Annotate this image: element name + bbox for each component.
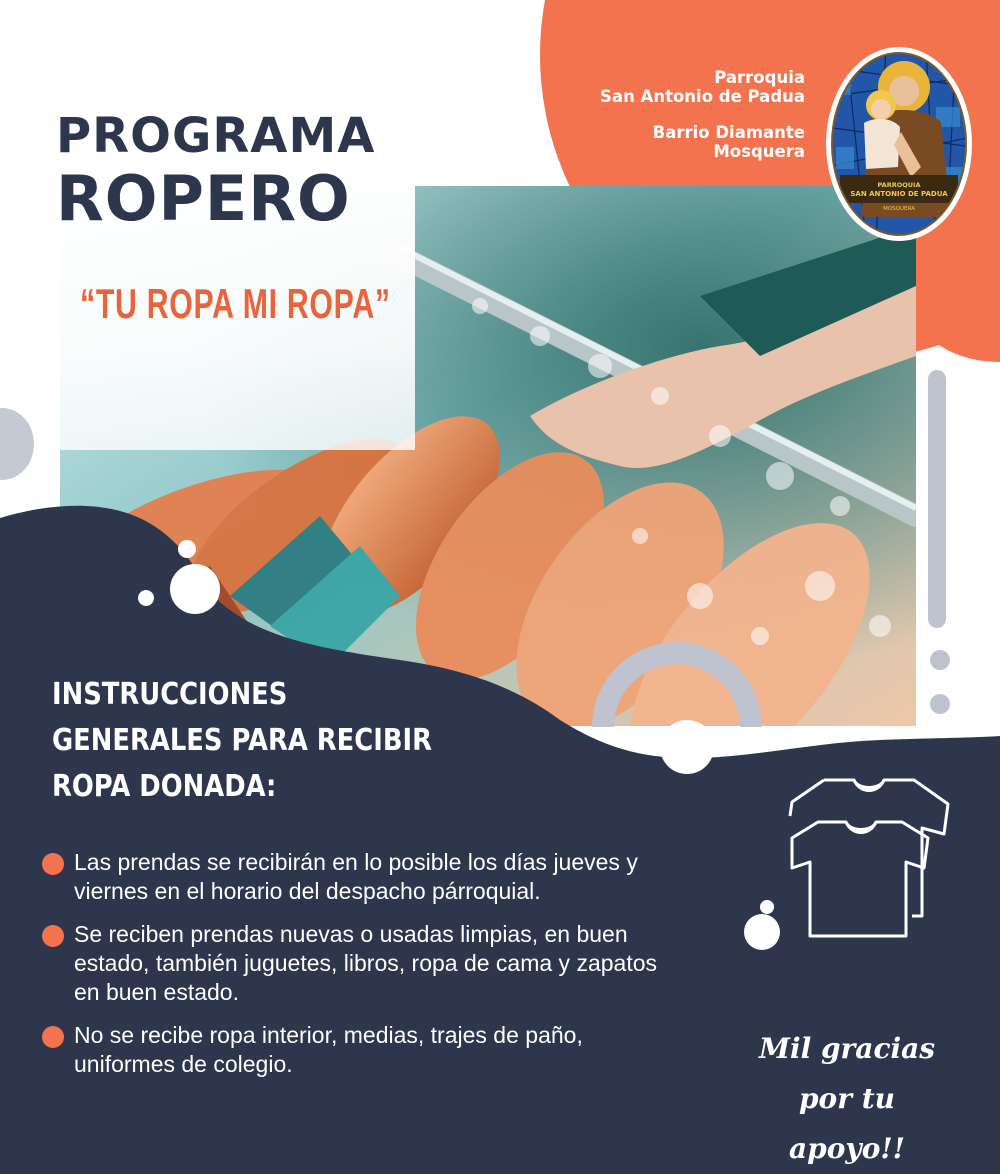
- parish-info: [600, 68, 805, 161]
- title-line-1: PROGRAMA: [56, 108, 376, 164]
- instructions-heading-line-3: ROPA DONADA:: [52, 769, 277, 804]
- emblem-caption-3: MOSQUERA: [883, 206, 915, 212]
- list-item: [42, 1021, 682, 1079]
- title-line-2: ROPERO: [56, 162, 351, 235]
- instructions-heading-line-2: GENERALES PARA RECIBIR: [52, 723, 432, 758]
- list-item: [42, 848, 682, 906]
- list-item-text: No se recibe ropa interior, medias, trajes de paño, uniformes de colegio.: [74, 1022, 583, 1077]
- grey-pill-decoration: [928, 370, 946, 628]
- saint-anthony-emblem: [826, 47, 972, 241]
- white-circle-icon-small: [760, 900, 774, 914]
- thanks-message: [742, 1024, 952, 1174]
- instructions-heading: [52, 672, 494, 810]
- grey-dot-1: [930, 650, 950, 670]
- white-circle-tiny: [138, 590, 154, 606]
- slogan: “TU ROPA MI ROPA”: [80, 280, 391, 327]
- thanks-line-2: por tu apoyo!!: [789, 1082, 905, 1165]
- parish-line-1: Parroquia: [714, 68, 805, 87]
- bullet-dot: [42, 1026, 64, 1048]
- instructions-list: [42, 848, 682, 1093]
- white-circle-icon-large: [744, 914, 780, 950]
- tshirts-icon: [784, 776, 954, 942]
- emblem-caption-1: PARROQUIA: [877, 181, 921, 189]
- location-line-2: Mosquera: [713, 142, 805, 161]
- bullet-dot: [42, 925, 64, 947]
- grey-dot-2: [930, 694, 950, 714]
- bullet-dot: [42, 853, 64, 875]
- instructions-heading-line-1: INSTRUCCIONES: [52, 677, 288, 712]
- list-item-text: Se reciben prendas nuevas o usadas limpias, en buen estado, también juguetes, libros, ropa de cama y zapatos en buen estado.: [74, 921, 658, 1005]
- parish-line-2: San Antonio de Padua: [600, 87, 805, 106]
- list-item: [42, 920, 682, 1007]
- white-circle-large: [170, 564, 220, 614]
- emblem-caption-2: SAN ANTONIO DE PADUA: [850, 190, 948, 198]
- white-circle-small: [178, 540, 196, 558]
- list-item-text: Las prendas se recibirán en lo posible los días jueves y viernes en el horario del despacho párroquial.: [74, 849, 638, 904]
- location-line-1: Barrio Diamante: [652, 123, 805, 142]
- white-circle-wave: [660, 720, 714, 774]
- thanks-line-1: Mil gracias: [758, 1032, 936, 1065]
